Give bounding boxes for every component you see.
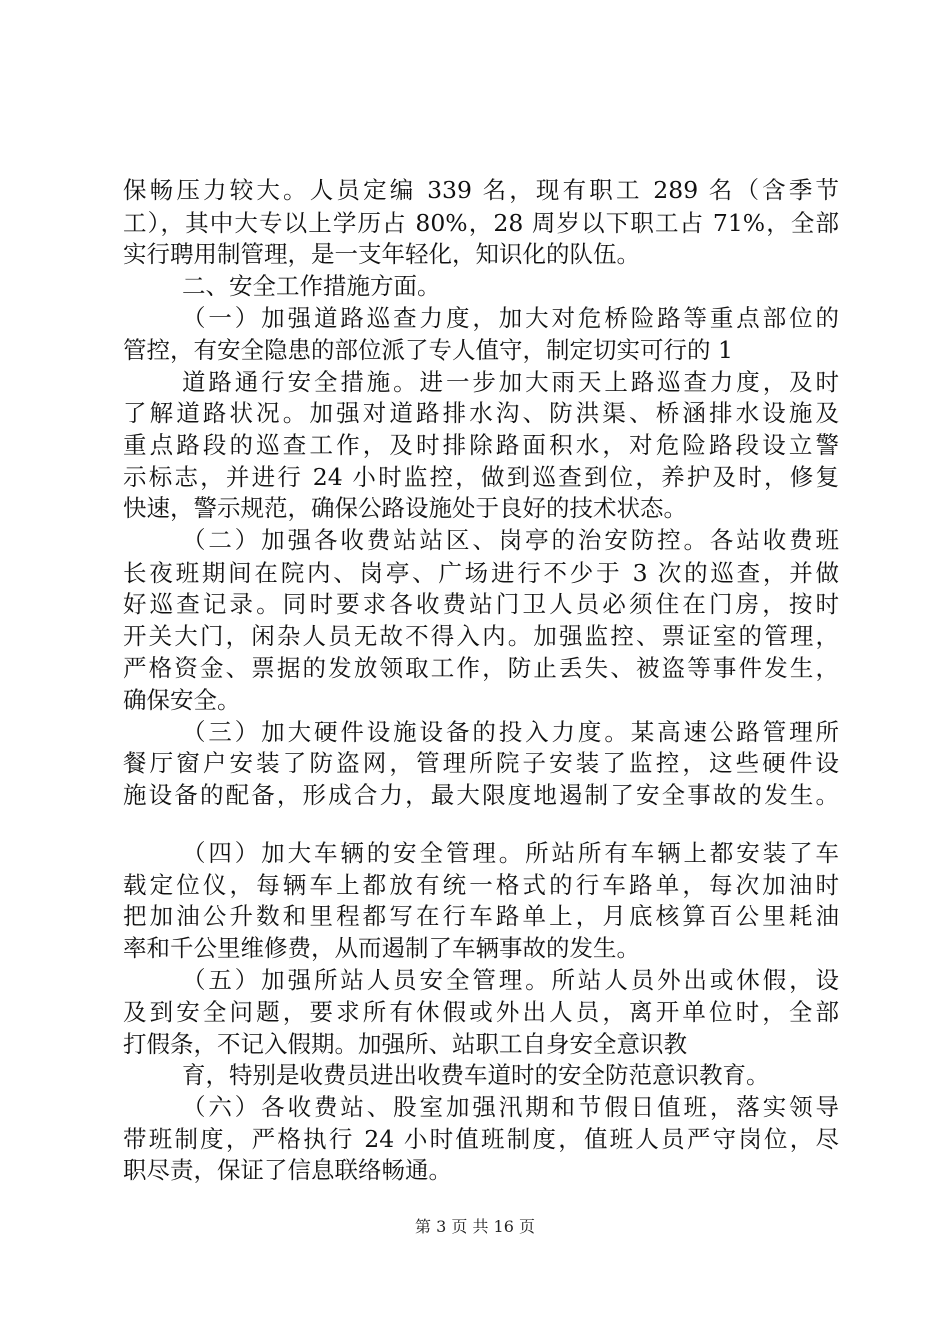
text-line: 工），其中大专以上学历占 80%，28 周岁以下职工占 71%，全部 (123, 209, 839, 237)
text-line: 载定位仪，每辆车上都放有统一格式的行车路单，每次加油时 (123, 871, 839, 899)
text-line: （六）各收费站、股室加强汛期和节假日值班，落实领导 (182, 1093, 839, 1121)
text-line: 长夜班期间在院内、岗亭、广场进行不少于 3 次的巡查，并做 (123, 559, 839, 587)
text-line: 重点路段的巡查工作，及时排除路面积水，对危险路段设立警 (123, 431, 839, 459)
text-line: （二）加强各收费站站区、岗亭的治安防控。各站收费班 (182, 526, 839, 554)
text-line: 餐厅窗户安装了防盗网，管理所院子安装了监控，这些硬件设 (123, 749, 839, 777)
text-line: 职尽责，保证了信息联络畅通。 (123, 1156, 452, 1184)
text-line: （三）加大硬件设施设备的投入力度。某高速公路管理所 (182, 718, 839, 746)
text-line: 严格资金、票据的发放领取工作，防止丢失、被盗等事件发生， (123, 654, 839, 682)
text-line: 及到安全问题，要求所有休假或外出人员，离开单位时，全部 (123, 998, 839, 1026)
page-footer: 第 3 页 共 16 页 (415, 1217, 535, 1236)
text-line: 施设备的配备，形成合力，最大限度地遏制了安全事故的发生。 (123, 781, 839, 809)
section-heading: 二、安全工作措施方面。 (182, 272, 441, 300)
text-line: 示标志，并进行 24 小时监控，做到巡查到位，养护及时，修复 (123, 463, 839, 491)
text-line: 了解道路状况。加强对道路排水沟、防洪渠、桥涵排水设施及 (123, 399, 839, 427)
text-line: 道路通行安全措施。进一步加大雨天上路巡查力度，及时 (182, 368, 839, 396)
text-line: 打假条，不记入假期。加强所、站职工自身安全意识教 (123, 1030, 687, 1058)
text-line: 管控，有安全隐患的部位派了专人值守，制定切实可行的 1 (123, 336, 733, 364)
text-line: （一）加强道路巡查力度，加大对危桥险路等重点部位的 (182, 304, 839, 332)
text-line: 实行聘用制管理，是一支年轻化，知识化的队伍。 (123, 240, 640, 268)
text-line: （五）加强所站人员安全管理。所站人员外出或休假，设 (182, 966, 839, 994)
text-line: （四）加大车辆的安全管理。所站所有车辆上都安装了车 (182, 839, 839, 867)
text-line: 带班制度，严格执行 24 小时值班制度，值班人员严守岗位，尽 (123, 1125, 839, 1153)
text-line: 好巡查记录。同时要求各收费站门卫人员必须住在门房，按时 (123, 590, 839, 618)
text-line: 快速，警示规范，确保公路设施处于良好的技术状态。 (123, 494, 687, 522)
text-line: 开关大门，闲杂人员无故不得入内。加强监控、票证室的管理， (123, 622, 839, 650)
text-line: 育，特别是收费员进出收费车道时的安全防范意识教育。 (182, 1061, 770, 1089)
text-line: 率和千公里维修费，从而遏制了车辆事故的发生。 (123, 934, 640, 962)
text-line: 把加油公升数和里程都写在行车路单上，月底核算百公里耗油 (123, 902, 839, 930)
text-line: 确保安全。 (123, 686, 241, 714)
text-line: 保畅压力较大。人员定编 339 名，现有职工 289 名（含季节 (123, 176, 839, 204)
